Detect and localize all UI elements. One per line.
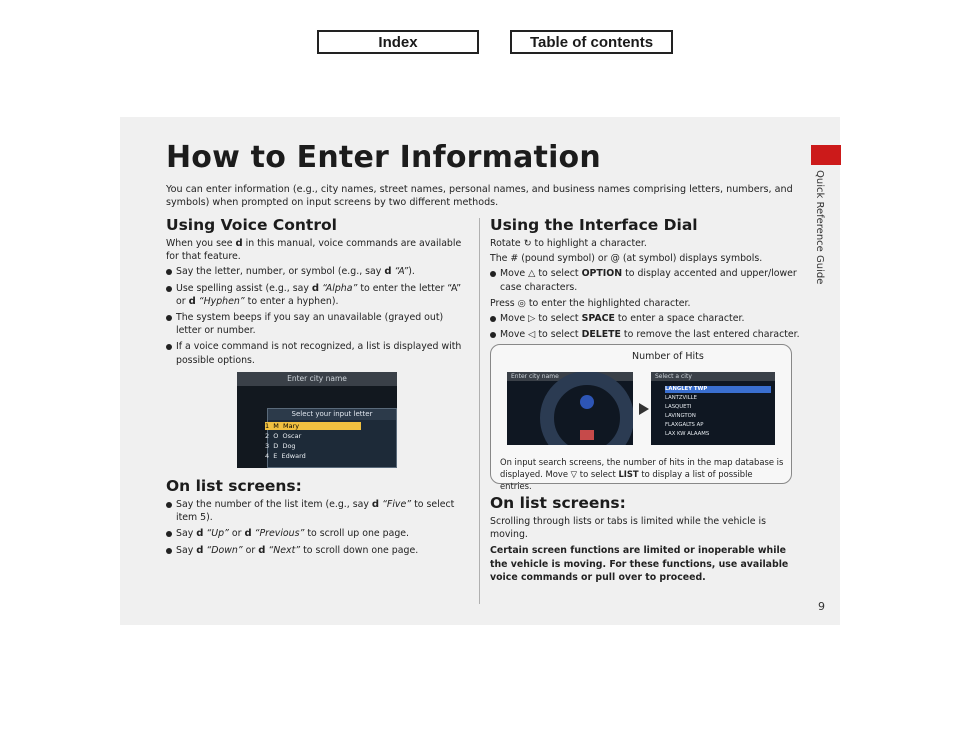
list-item: Say the number of the list item (e.g., say d “Five” to select item 5). [166,498,471,524]
letter-row: 3 D Dog [265,442,296,450]
table-of-contents-button[interactable]: Table of contents [510,30,673,54]
dial-left-icon: ◁ [528,329,536,341]
dial-move-to-label: to select [538,329,579,341]
list-item: Move ▷ to select SPACE to enter a space character. [490,312,805,325]
rotate-instruction: Rotate ↻ to highlight a character. [490,238,647,249]
letter-row: 2 O Oscar [265,432,302,440]
voice-control-section [166,216,471,370]
city-list-item: LAVINGTON [665,413,696,419]
arrow-right-icon [639,403,649,415]
list-item: Move △ to select OPTION to display accented and upper/lower case characters. [490,267,805,293]
press-instruction: Press ◎ to enter the highlighted character. [490,297,691,309]
voice-list-screens-section [166,477,471,560]
page-number: 9 [818,600,825,613]
index-button[interactable]: Index [317,30,479,54]
city-list-screen-image [651,372,775,445]
interface-dial-heading: Using the Interface Dial [490,216,698,234]
popup-title: Select your input letter [268,409,396,420]
dial-press-icon: ◎ [517,297,526,309]
city-input-screen-image [507,372,633,445]
letter-row: 4 E Edward [265,452,306,460]
list-item: Move ◁ to select DELETE to remove the last entered character. [490,328,805,341]
screen-header: Enter city name [507,372,633,381]
dial-right-icon: ▷ [528,313,536,325]
symbols-note: The # (pound symbol) or @ (at symbol) displays symbols. [490,253,763,265]
city-list-item: LANGLEY TWP [665,386,771,393]
voice-intro: When you see d in this manual, voice commands are available for that feature. [166,238,462,263]
voice-input-screen-image [237,372,397,468]
figure-label: Number of Hits [632,351,704,362]
voice-bullets [166,265,471,366]
list-item: If a voice command is not recognized, a list is displayed with possible options. [166,340,471,366]
section-tab-marker [811,145,841,165]
voice-command-icon: d [244,528,252,540]
voice-control-heading: Using Voice Control [166,216,337,234]
list-item: Say d “Down” or d “Next” to scroll down one page. [166,544,471,557]
number-of-hits-figure [490,344,792,491]
interface-dial-section [490,216,805,344]
list-screens-heading: On list screens: [166,477,302,495]
voice-command-icon: d [235,238,243,249]
dial-move-to-label: to select [538,313,579,325]
dial-move-to-label: to select [579,469,616,479]
letter-row: 1 M Mary [265,422,361,430]
voice-command-icon: d [384,266,392,278]
screen-header: Select a city [651,372,775,381]
city-list-item: FLAXGALTS AP [665,422,704,428]
list-item: Say d “Up” or d “Previous” to scroll up one page. [166,527,471,540]
dial-rotate-icon: ↻ [523,238,532,249]
voice-command-icon: d [188,295,196,307]
dial-move-to-label: to select [538,268,579,280]
column-divider [479,218,480,604]
dial-down-icon: ▽ [570,469,578,479]
voice-command-icon: d [196,544,204,556]
voice-command-icon: d [196,528,204,540]
list-screens-note: Scrolling through lists or tabs is limited while the vehicle is moving. [490,516,767,541]
voice-command-icon: d [371,499,380,510]
list-screens-warning: Certain screen functions are limited or inoperable while the vehicle is moving. For these functions, use available voice commands or pull over to proceed. [490,545,789,583]
city-list-item: LANTZVILLE [665,395,697,401]
list-item: Use spelling assist (e.g., say d “Alpha” to enter the letter “A” or d “Hyphen” to enter a hyphen). [166,282,471,308]
voice-command-icon: d [258,544,266,556]
list-item: The system beeps if you say an unavailable (grayed out) letter or number. [166,311,471,337]
intro-text: You can enter information (e.g., city names, street names, personal names, and business names comprising letters, numbers, and symbols) when prompted on input screens by two different methods. [166,184,793,208]
section-side-label: Quick Reference Guide [814,170,825,285]
voice-command-icon: d [311,282,320,294]
city-list-item: LASQUETI [665,404,692,410]
list-screens-heading: On list screens: [490,494,626,512]
dial-bullets-b [490,312,805,341]
dial-up-icon: △ [528,268,536,280]
page-title: How to Enter Information [166,140,601,175]
dial-bullets-a [490,267,805,293]
screen-header: Enter city name [237,372,397,386]
dial-keyboard-graphic [507,372,633,445]
city-list-item: LAX KW ALAAMS [665,431,710,437]
dial-list-screens-section [490,494,805,586]
list-screen-bullets [166,498,471,557]
figure-caption: On input search screens, the number of hits in the map database is displayed. Move ▽ to select LIST to display a list of possible entries. [500,457,784,491]
list-item: Say the letter, number, or symbol (e.g., say d “A”). [166,265,471,278]
